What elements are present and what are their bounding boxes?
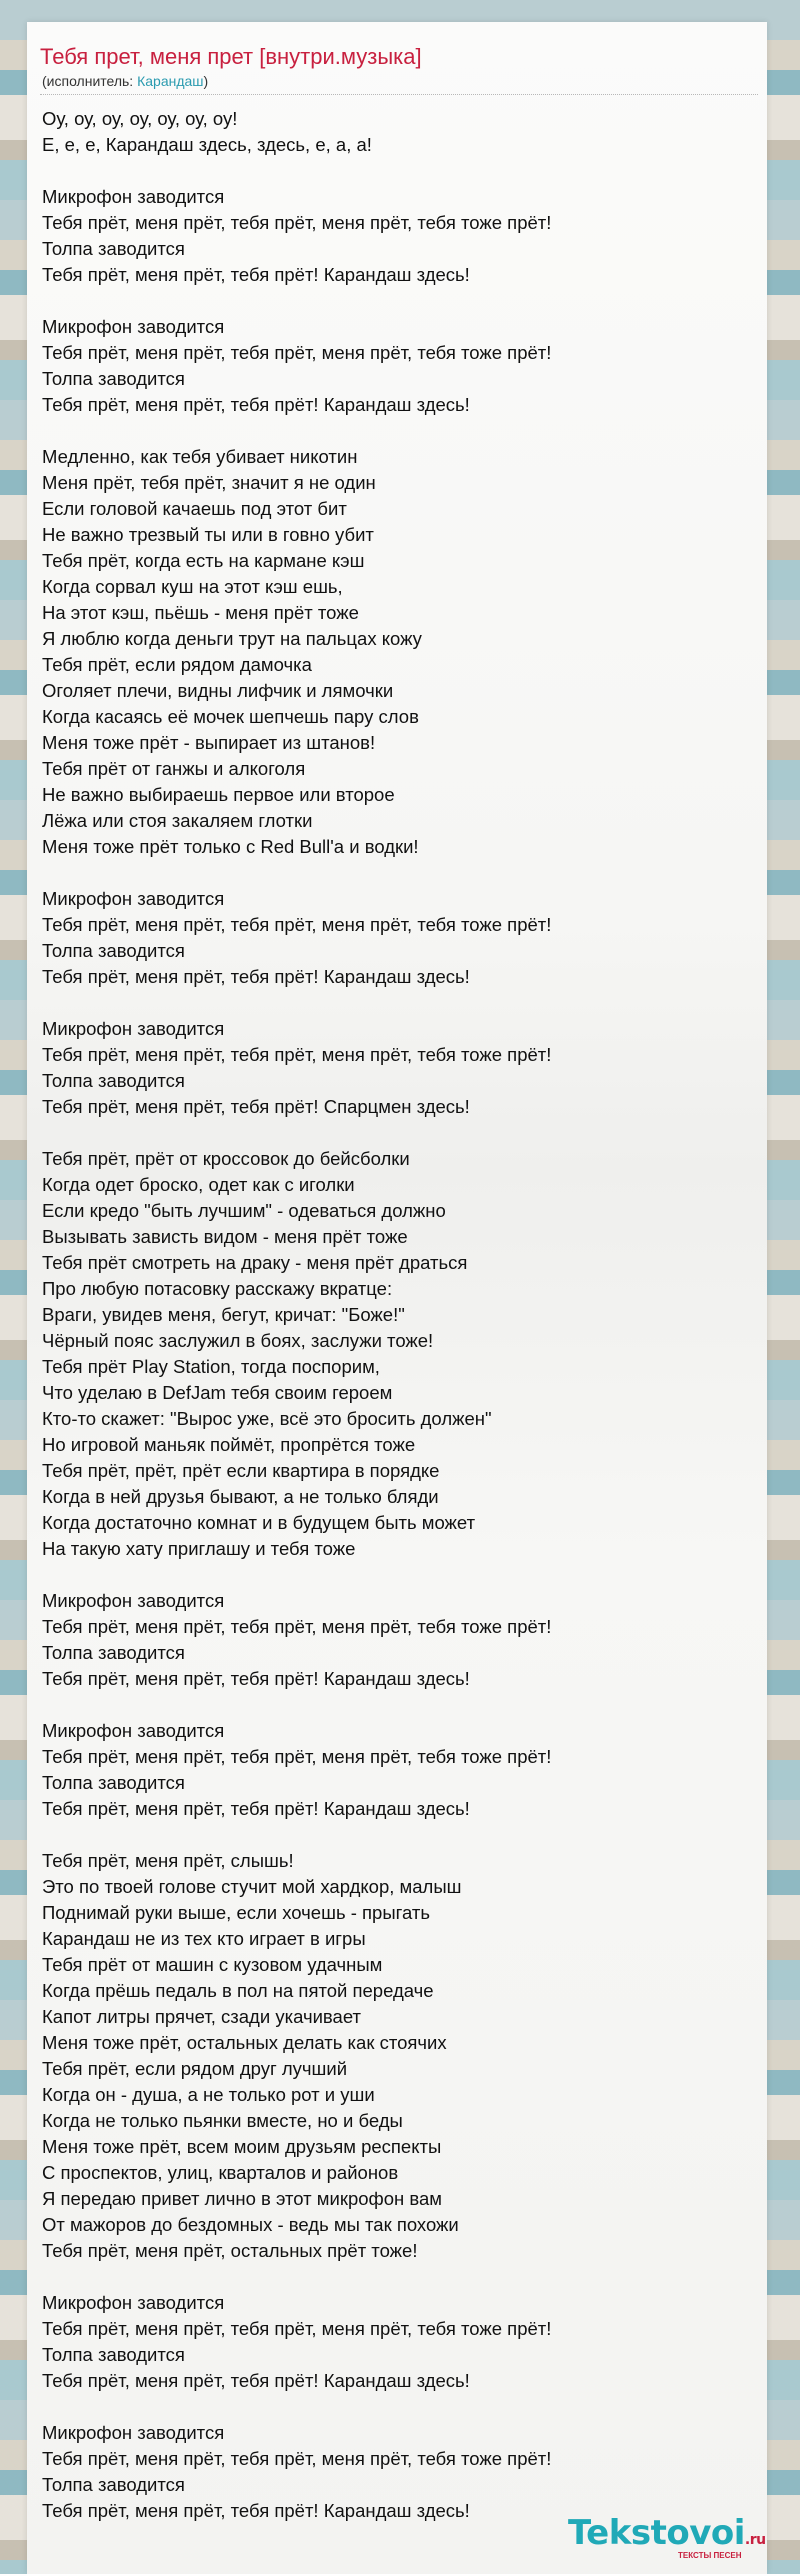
lyric-line: Е, е, е, Карандаш здесь, здесь, е, а, а! bbox=[42, 134, 372, 155]
lyric-blank-line bbox=[42, 990, 757, 1016]
lyric-blank-line bbox=[42, 1822, 757, 1848]
logo-tagline: ТЕКСТЫ ПЕСЕН bbox=[678, 2551, 742, 2560]
lyric-line: Про любую потасовку расскажу вкратце: bbox=[42, 1278, 393, 1299]
lyric-line: На такую хату приглашу и тебя тоже bbox=[42, 1538, 356, 1559]
lyric-line: Тебя прёт, если рядом дамочка bbox=[42, 654, 312, 675]
lyric-line: Тебя прёт, меня прёт, тебя прёт! Карандаш здесь! bbox=[42, 966, 470, 987]
lyric-line: Оу, оу, оу, оу, оу, оу, оу! bbox=[42, 108, 238, 129]
lyric-line: Микрофон заводится bbox=[42, 186, 225, 207]
artist-prefix: (исполнитель: bbox=[42, 73, 138, 89]
artist-suffix: ) bbox=[203, 73, 209, 89]
lyric-blank-line bbox=[42, 860, 757, 886]
logo-name: Tekstovoi bbox=[568, 2513, 745, 2553]
lyric-blank-line bbox=[42, 2264, 757, 2290]
lyric-line: Меня прёт, тебя прёт, значит я не один bbox=[42, 472, 376, 493]
lyric-line: С проспектов, улиц, кварталов и районов bbox=[42, 2162, 399, 2183]
lyric-blank-line bbox=[42, 1562, 757, 1588]
lyric-line: Тебя прёт, меня прёт, тебя прёт, меня прёт, тебя тоже прёт! bbox=[42, 914, 552, 935]
lyric-line: Вызывать зависть видом - меня прёт тоже bbox=[42, 1226, 408, 1247]
lyric-line: Микрофон заводится bbox=[42, 1720, 225, 1741]
song-title: Тебя прет, меня прет [внутри.музыка] bbox=[40, 44, 422, 69]
lyric-line: Меня тоже прёт, всем моим друзьям респекты bbox=[42, 2136, 442, 2157]
lyric-line: Микрофон заводится bbox=[42, 888, 225, 909]
lyric-line: Враги, увидев меня, бегут, кричат: "Боже!" bbox=[42, 1304, 405, 1325]
lyric-line: Тебя прёт, меня прёт, слышь! bbox=[42, 1850, 294, 1871]
lyric-line: Когда касаясь её мочек шепчешь пару слов bbox=[42, 706, 419, 727]
lyric-line: Медленно, как тебя убивает никотин bbox=[42, 446, 358, 467]
lyric-line: Кто-то скажет: "Вырос уже, всё это бросить должен" bbox=[42, 1408, 492, 1429]
lyric-line: Меня тоже прёт только с Red Bull'a и водки! bbox=[42, 836, 419, 857]
lyric-line: Толпа заводится bbox=[42, 238, 185, 259]
title-divider bbox=[40, 94, 758, 95]
lyric-line: Тебя прёт от ганжы и алкоголя bbox=[42, 758, 306, 779]
lyric-line: Если кредо "быть лучшим" - одеваться должно bbox=[42, 1200, 446, 1221]
lyric-line: Микрофон заводится bbox=[42, 2292, 225, 2313]
lyric-line: Тебя прёт, меня прёт, тебя прёт, меня прёт, тебя тоже прёт! bbox=[42, 212, 552, 233]
lyric-blank-line bbox=[42, 1692, 757, 1718]
artist-link[interactable]: Карандаш bbox=[137, 73, 204, 89]
lyric-line: Я люблю когда деньги трут на пальцах кожу bbox=[42, 628, 422, 649]
artist-line bbox=[42, 73, 208, 89]
lyric-blank-line bbox=[42, 288, 757, 314]
lyric-line: Микрофон заводится bbox=[42, 2422, 225, 2443]
lyric-line: Это по твоей голове стучит мой хардкор, малыш bbox=[42, 1876, 462, 1897]
lyric-line: Тебя прёт, если рядом друг лучший bbox=[42, 2058, 348, 2079]
lyric-line: Когда в ней друзья бывают, а не только бляди bbox=[42, 1486, 439, 1507]
lyric-line: Тебя прёт, прёт от кроссовок до бейсболки bbox=[42, 1148, 410, 1169]
lyric-line: Если головой качаешь под этот бит bbox=[42, 498, 347, 519]
lyric-blank-line bbox=[42, 418, 757, 444]
lyric-line: Тебя прёт, меня прёт, тебя прёт, меня прёт, тебя тоже прёт! bbox=[42, 1746, 552, 1767]
lyric-line: Толпа заводится bbox=[42, 368, 185, 389]
lyric-line: Тебя прёт, меня прёт, тебя прёт, меня прёт, тебя тоже прёт! bbox=[42, 1616, 552, 1637]
lyric-line: Тебя прёт, меня прёт, тебя прёт! Карандаш здесь! bbox=[42, 1798, 470, 1819]
lyric-line: Толпа заводится bbox=[42, 940, 185, 961]
lyric-line: Тебя прёт, меня прёт, тебя прёт, меня прёт, тебя тоже прёт! bbox=[42, 1044, 552, 1065]
lyric-line: Микрофон заводится bbox=[42, 1018, 225, 1039]
lyric-blank-line bbox=[42, 2394, 757, 2420]
lyric-line: Но игровой маньяк поймёт, пропрётся тоже bbox=[42, 1434, 416, 1455]
lyric-line: Микрофон заводится bbox=[42, 1590, 225, 1611]
logo-wordmark bbox=[568, 2513, 766, 2553]
lyric-line: На этот кэш, пьёшь - меня прёт тоже bbox=[42, 602, 359, 623]
lyric-line: Тебя прёт, меня прёт, тебя прёт, меня прёт, тебя тоже прёт! bbox=[42, 2318, 552, 2339]
lyric-line: Тебя прёт, меня прёт, тебя прёт! Карандаш здесь! bbox=[42, 2500, 470, 2521]
lyric-line: Когда сорвал куш на этот кэш ешь, bbox=[42, 576, 343, 597]
lyric-line: Оголяет плечи, видны лифчик и лямочки bbox=[42, 680, 394, 701]
lyric-line: Карандаш не из тех кто играет в игры bbox=[42, 1928, 366, 1949]
lyric-line: Меня тоже прёт - выпирает из штанов! bbox=[42, 732, 376, 753]
lyric-line: От мажоров до бездомных - ведь мы так похожи bbox=[42, 2214, 459, 2235]
lyric-line: Тебя прёт смотреть на драку - меня прёт драться bbox=[42, 1252, 468, 1273]
lyric-line: Тебя прёт Play Station, тогда поспорим, bbox=[42, 1356, 380, 1377]
lyric-line: Когда достаточно комнат и в будущем быть может bbox=[42, 1512, 476, 1533]
lyric-line: Поднимай руки выше, если хочешь - прыгать bbox=[42, 1902, 430, 1923]
lyric-line: Тебя прёт, меня прёт, тебя прёт! Карандаш здесь! bbox=[42, 394, 470, 415]
lyric-line: Тебя прёт, меня прёт, тебя прёт, меня прёт, тебя тоже прёт! bbox=[42, 2448, 552, 2469]
lyric-blank-line bbox=[42, 1120, 757, 1146]
lyric-line: Толпа заводится bbox=[42, 1070, 185, 1091]
lyric-line: Тебя прёт, меня прёт, тебя прёт! Карандаш здесь! bbox=[42, 1668, 470, 1689]
lyric-line: Когда он - душа, а не только рот и уши bbox=[42, 2084, 375, 2105]
lyric-line: Тебя прёт, прёт, прёт если квартира в порядке bbox=[42, 1460, 440, 1481]
lyric-line: Тебя прёт, когда есть на кармане кэш bbox=[42, 550, 365, 571]
lyric-line: Когда прёшь педаль в пол на пятой передаче bbox=[42, 1980, 434, 2001]
lyric-line: Меня тоже прёт, остальных делать как стоячих bbox=[42, 2032, 447, 2053]
lyric-line: Толпа заводится bbox=[42, 2474, 185, 2495]
lyric-line: Тебя прёт, меня прёт, тебя прёт! Карандаш здесь! bbox=[42, 2370, 470, 2391]
lyric-line: Капот литры прячет, сзади укачивает bbox=[42, 2006, 361, 2027]
lyric-line: Толпа заводится bbox=[42, 2344, 185, 2365]
lyric-line: Микрофон заводится bbox=[42, 316, 225, 337]
logo-suffix: .ru bbox=[744, 2532, 766, 2548]
lyric-line: Тебя прёт, меня прёт, тебя прёт! Карандаш здесь! bbox=[42, 264, 470, 285]
lyric-line: Тебя прёт от машин с кузовом удачным bbox=[42, 1954, 383, 1975]
lyrics-text bbox=[42, 106, 757, 2524]
lyric-line: Я передаю привет лично в этот микрофон вам bbox=[42, 2188, 443, 2209]
lyric-line: Тебя прёт, меня прёт, остальных прёт тоже! bbox=[42, 2240, 418, 2261]
lyric-line: Толпа заводится bbox=[42, 1772, 185, 1793]
lyric-line: Чёрный пояс заслужил в боях, заслужи тоже! bbox=[42, 1330, 434, 1351]
lyric-line: Что уделаю в DefJam тебя своим героем bbox=[42, 1382, 393, 1403]
lyric-line: Когда не только пьянки вместе, но и беды bbox=[42, 2110, 403, 2131]
lyric-line: Когда одет броско, одет как с иголки bbox=[42, 1174, 355, 1195]
lyric-line: Не важно выбираешь первое или второе bbox=[42, 784, 395, 805]
lyric-line: Толпа заводится bbox=[42, 1642, 185, 1663]
lyric-line: Лёжа или стоя закаляем глотки bbox=[42, 810, 313, 831]
lyric-blank-line bbox=[42, 158, 757, 184]
lyric-line: Не важно трезвый ты или в говно убит bbox=[42, 524, 374, 545]
lyric-line: Тебя прёт, меня прёт, тебя прёт, меня прёт, тебя тоже прёт! bbox=[42, 342, 552, 363]
lyric-line: Тебя прёт, меня прёт, тебя прёт! Спарцмен здесь! bbox=[42, 1096, 470, 1117]
